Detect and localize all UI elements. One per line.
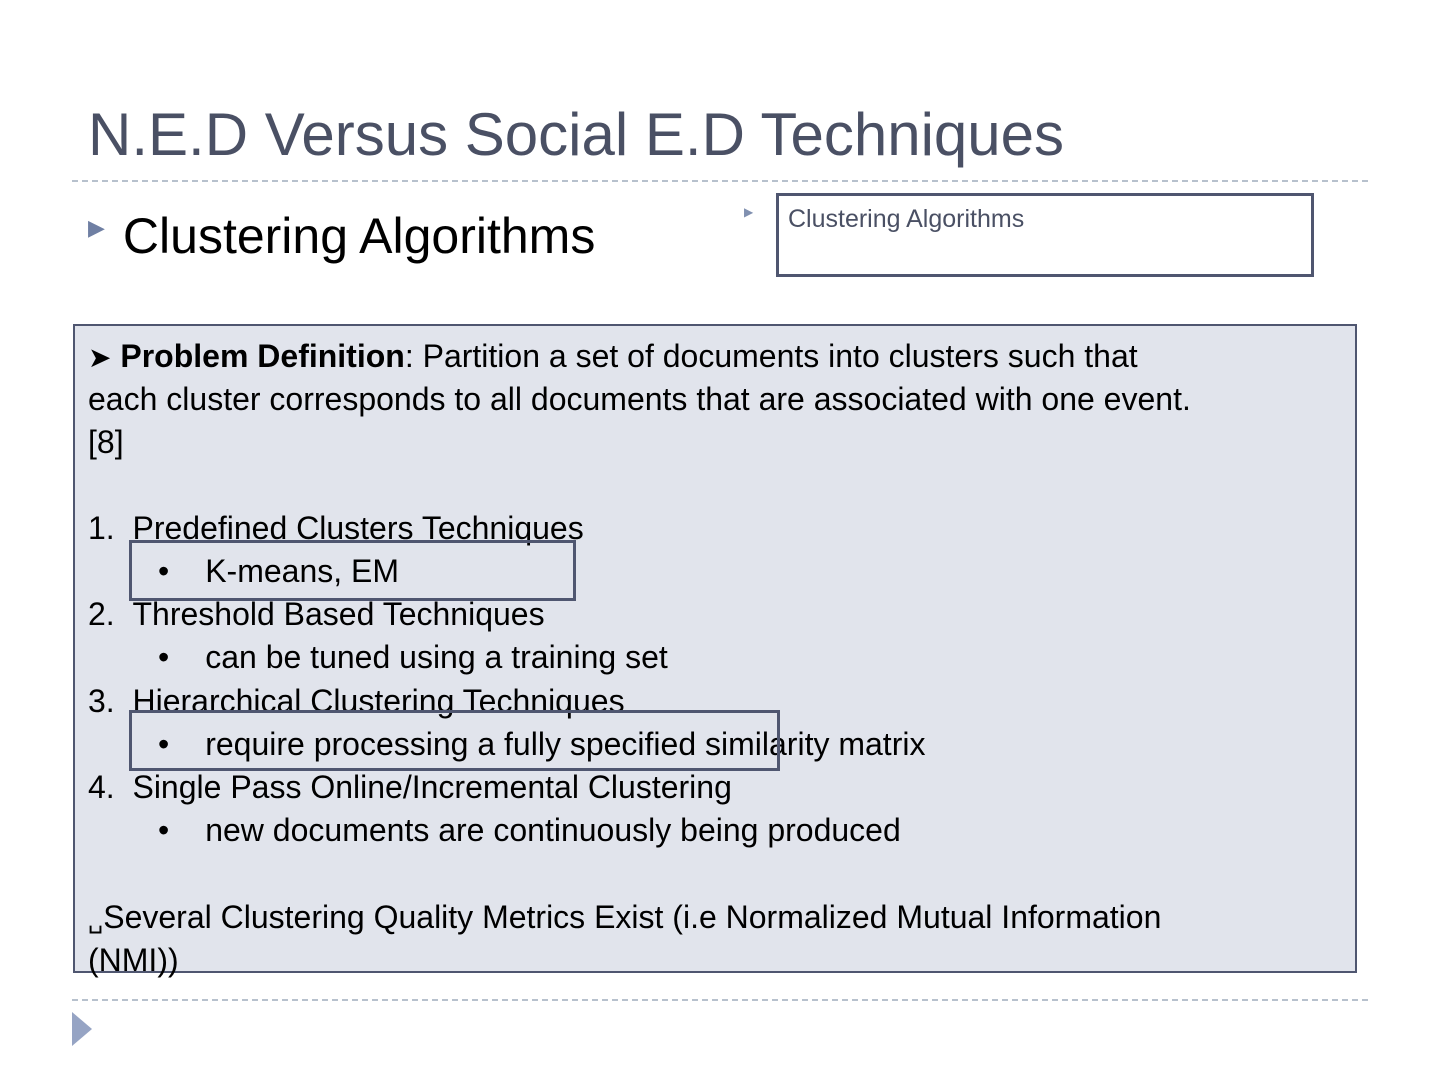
triangle-bullet-icon: ▶ — [88, 215, 105, 240]
closing-text: Several Clustering Quality Metrics Exist (i.e Normalized Mutual Information — [103, 899, 1162, 935]
list-item-label: Hierarchical Clustering Techniques — [132, 683, 625, 719]
sub-bullet — [158, 809, 901, 852]
problem-definition-line-2: each cluster corresponds to all documents that are associated with one event. — [88, 381, 1191, 417]
bullet-dot-icon: • — [158, 639, 170, 675]
sub-bullet-label: new documents are continuously being produced — [205, 812, 901, 848]
closing-line-1 — [88, 896, 1161, 942]
list-number: 1. — [88, 510, 115, 546]
bullet-dot-icon: • — [158, 812, 170, 848]
slide-title: N.E.D Versus Social E.D Techniques — [88, 101, 1065, 168]
sub-bullet-label: K-means, EM — [205, 553, 400, 589]
sub-bullet — [158, 636, 668, 679]
list-item-label: Single Pass Online/Incremental Clustering — [132, 769, 732, 805]
open-box-icon: ␣ — [88, 907, 104, 934]
problem-definition-label: Problem Definition — [120, 338, 405, 374]
list-item-label: Predefined Clusters Techniques — [132, 510, 584, 546]
side-text-box-label: Clustering Algorithms — [788, 205, 1025, 233]
list-number: 2. — [88, 596, 115, 632]
list-item — [88, 766, 732, 809]
arrow-bullet-icon: ➤ — [88, 342, 112, 373]
sub-bullet-label: require processing a fully specified similarity matrix — [205, 726, 926, 762]
closing-line-2: (NMI)) — [88, 942, 179, 978]
list-number: 3. — [88, 683, 115, 719]
triangle-bullet-icon: ▶ — [744, 205, 754, 219]
bullet-dot-icon: • — [158, 553, 170, 589]
sub-bullet-label: can be tuned using a training set — [205, 639, 668, 675]
problem-definition-text: : Partition a set of documents into clusters such that — [404, 338, 1138, 374]
list-number: 4. — [88, 769, 115, 805]
problem-definition-reference: [8] — [88, 424, 124, 460]
slide-corner-arrow-icon — [72, 1012, 92, 1046]
main-bullet — [88, 207, 595, 265]
side-text-box[interactable] — [776, 193, 1314, 277]
highlight-box-similarity-matrix[interactable] — [129, 710, 780, 771]
problem-definition-line-1 — [88, 335, 1138, 379]
title-divider — [72, 180, 1368, 182]
bullet-dot-icon: • — [158, 726, 170, 762]
list-item-label: Threshold Based Techniques — [132, 596, 545, 632]
footer-divider — [72, 999, 1368, 1001]
highlight-box-kmeans[interactable] — [129, 540, 576, 601]
main-bullet-label: Clustering Algorithms — [122, 208, 596, 264]
